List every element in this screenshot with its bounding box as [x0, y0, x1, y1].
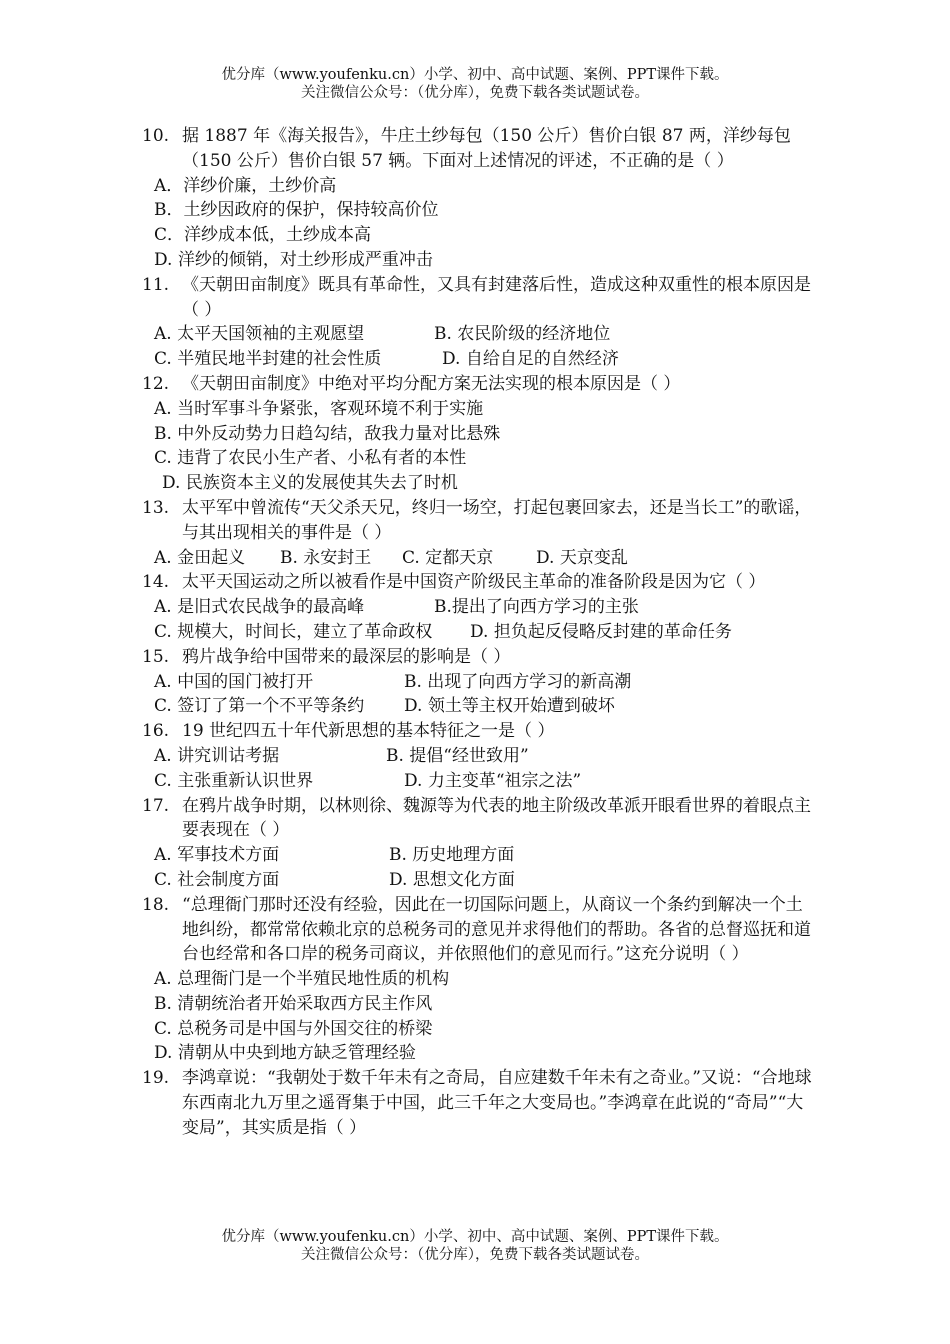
question-list — [142, 124, 814, 1141]
option-c: C. 规模大，时间长，建立了革命政权 — [154, 621, 433, 642]
option-row — [142, 744, 814, 769]
option-c: C. 主张重新认识世界 — [154, 770, 314, 791]
header-line-2: 关注微信公众号：（优分库），免费下载各类试题试卷。 — [301, 85, 649, 101]
header-line-1: 优分库（www.youfenku.cn）小学、初中、高中试题、案例、PPT课件下载。 — [221, 67, 729, 83]
question-stem: 在鸦片战争时期，以林则徐、魏源等为代表的地主阶级改革派开眼看世界的着眼点主要表现在（ ） — [182, 795, 811, 841]
question-19 — [142, 1066, 814, 1140]
question-number: 10. — [142, 126, 170, 146]
footer-line-2: 关注微信公众号：（优分库），免费下载各类试题试卷。 — [301, 1247, 649, 1263]
question-16 — [142, 719, 814, 744]
option-a: A. 总理衙门是一个半殖民地性质的机构 — [154, 969, 450, 990]
option-a: A. 是旧式农民战争的最高峰 — [154, 597, 365, 618]
option-c: C. 总税务司是中国与外国交往的桥梁 — [154, 1018, 433, 1039]
option-d: D. 思想文化方面 — [389, 869, 515, 890]
option-b: B．土纱因政府的保护，保持较高价位 — [154, 200, 439, 221]
question-number: 17. — [142, 795, 170, 816]
option-row — [142, 620, 814, 645]
option-c: C. 定都天京 — [402, 547, 494, 568]
question-17 — [142, 794, 814, 844]
option-b: B. 历史地理方面 — [389, 845, 515, 866]
question-stem: 《天朝田亩制度》既具有革命性，又具有封建落后性，造成这种双重性的根本原因是（ ） — [182, 274, 811, 320]
question-number: 11. — [142, 274, 170, 295]
option-d: D. 自给自足的自然经济 — [442, 349, 619, 370]
page-header — [0, 66, 950, 102]
question-number: 16. — [142, 721, 170, 742]
option-c: C. 签订了第一个不平等条约 — [154, 696, 365, 717]
option-row — [142, 694, 814, 719]
question-number: 12. — [142, 373, 170, 394]
option-a: A．洋纱价廉，土纱价高 — [154, 175, 337, 196]
option-row — [142, 670, 814, 695]
option-a: A. 中国的国门被打开 — [154, 671, 314, 692]
question-18 — [142, 893, 814, 967]
option-d: D. 担负起反侵略反封建的革命任务 — [470, 621, 732, 642]
question-12 — [142, 372, 814, 397]
question-number: 18. — [142, 894, 170, 915]
option-c: C. 违背了农民小生产者、小私有者的本性 — [154, 448, 467, 469]
option-b: B. 农民阶级的经济地位 — [434, 324, 611, 345]
question-stem: 据 1887 年《海关报告》，牛庄土纱每包（150 公斤）售价白银 87 两，洋纱每包（150 公斤）售价白银 57 辆。下面对上述情况的评述，不正确的是（ ） — [182, 126, 791, 171]
question-stem: 鸦片战争给中国带来的最深层的影响是（ ） — [182, 646, 511, 667]
option-d: D. 天京变乱 — [536, 547, 628, 568]
option-a: A. 当时军事斗争紧张，客观环境不利于实施 — [154, 398, 484, 419]
question-stem: 19 世纪四五十年代新思想的基本特征之一是（ ） — [182, 721, 555, 742]
option-b: B. 永安封王 — [280, 547, 372, 568]
question-stem: “总理衙门那时还没有经验，因此在一切国际问题上，从商议一个条约到解决一个土地纠纷，都常常依赖北京的总税务司的意见并求得他们的帮助。各省的总督巡抚和道台也经常和各口岸的税务司商议，并依照他们的意见而行。”这充分说明（ ） — [182, 894, 811, 965]
option-a: A. 金田起义 — [154, 547, 246, 568]
question-stem: 太平军中曾流传“天父杀天兄，终归一场空，打起包裹回家去，还是当长工”的歌谣，与其出现相关的事件是（ ） — [182, 497, 812, 543]
footer-line-1: 优分库（www.youfenku.cn）小学、初中、高中试题、案例、PPT课件下载。 — [221, 1229, 729, 1245]
option-c: C. 半殖民地半封建的社会性质 — [154, 349, 382, 370]
page-footer — [0, 1228, 950, 1264]
question-stem: 李鸿章说：“我朝处于数千年未有之奇局，自应建数千年未有之奇业。”又说：“合地球东西南北九万里之遥胥集于中国，此三千年之大变局也。”李鸿章在此说的“奇局”“大变局”，其实质是指（ ） — [182, 1068, 812, 1138]
option-b: B.提出了向西方学习的主张 — [434, 597, 639, 618]
question-number: 19. — [142, 1068, 170, 1089]
option-d: D. 民族资本主义的发展使其失去了时机 — [162, 473, 458, 494]
option-a: A. 军事技术方面 — [154, 845, 280, 866]
question-number: 14. — [142, 572, 170, 593]
option-row — [142, 546, 814, 571]
option-a: A. 讲究训诂考据 — [154, 745, 280, 766]
option-d: D. 清朝从中央到地方缺乏管理经验 — [154, 1043, 416, 1064]
question-10 — [142, 124, 814, 174]
option-b: B. 出现了向西方学习的新高潮 — [404, 671, 632, 692]
option-c: C．洋纱成本低，土纱成本高 — [154, 225, 372, 246]
option-d: D. 洋纱的倾销，对土纱形成严重冲击 — [154, 249, 433, 270]
option-c: C. 社会制度方面 — [154, 869, 280, 890]
option-b: B. 提倡“经世致用” — [386, 745, 529, 766]
option-row — [142, 347, 814, 372]
option-b: B. 清朝统治者开始采取西方民主作风 — [154, 993, 433, 1014]
option-row — [142, 769, 814, 794]
question-stem: 《天朝田亩制度》中绝对平均分配方案无法实现的根本原因是（ ） — [182, 373, 681, 394]
question-13 — [142, 496, 814, 546]
question-number: 15. — [142, 646, 170, 667]
question-stem: 太平天国运动之所以被看作是中国资产阶级民主革命的准备阶段是因为它（ ） — [182, 572, 766, 593]
option-row — [142, 322, 814, 347]
option-a: A. 太平天国领袖的主观愿望 — [154, 324, 365, 345]
option-d: D. 领土等主权开始遭到破坏 — [404, 696, 615, 717]
option-row — [142, 843, 814, 868]
option-row — [142, 868, 814, 893]
option-d: D. 力主变革“祖宗之法” — [404, 770, 582, 791]
option-row — [142, 595, 814, 620]
question-14 — [142, 570, 814, 595]
question-15 — [142, 645, 814, 670]
question-number: 13. — [142, 497, 170, 518]
question-11 — [142, 273, 814, 323]
option-b: B. 中外反动势力日趋勾结，敌我力量对比悬殊 — [154, 423, 501, 444]
